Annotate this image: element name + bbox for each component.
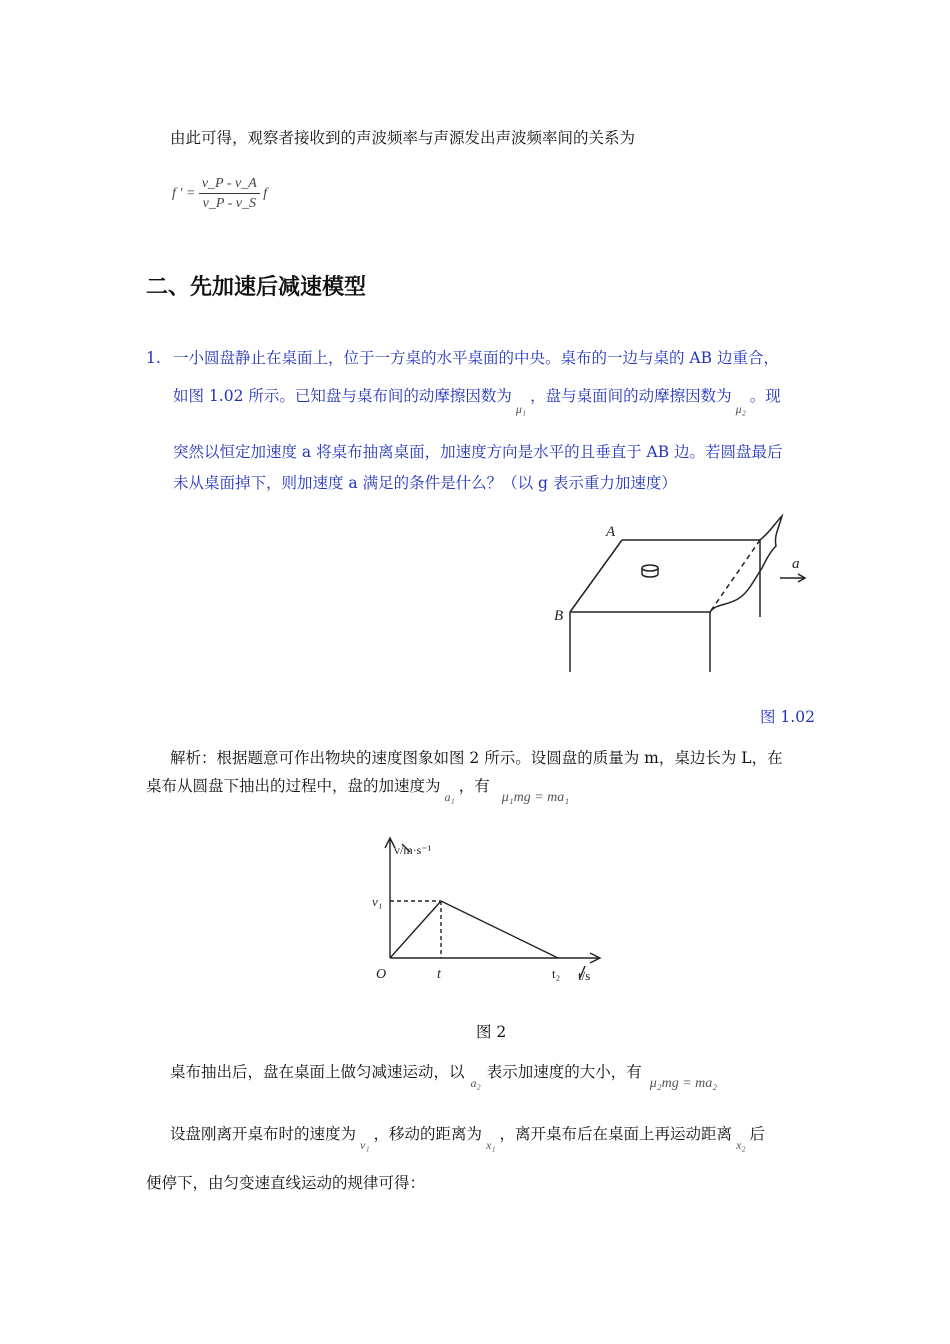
t2-label: t₂ — [552, 966, 561, 981]
label-A: A — [606, 524, 616, 540]
problem-line1: 一小圆盘静止在桌面上，位于一方桌的水平桌面的中央。桌布的一边与桌的 AB 边重合， — [173, 349, 779, 367]
x-axis-label: t/s — [578, 968, 591, 983]
after-line2b: ，移动的距离为 — [373, 1125, 483, 1143]
formula-lhs: f ' = — [172, 186, 196, 201]
after-line2d: 后 — [749, 1125, 766, 1143]
figure2-caption: 图 2 — [476, 1023, 507, 1041]
a1-symbol: a₁ — [444, 790, 455, 804]
problem-line4: 未从桌面掉下，则加速度 a 满足的条件是什么？（以 g 表示重力加速度） — [173, 474, 677, 492]
x2-symbol: x₂ — [736, 1138, 746, 1152]
problem-line2a: 如图 1.02 所示。已知盘与桌布间的动摩擦因数为 — [173, 387, 512, 405]
a2-symbol: a₂ — [470, 1076, 481, 1090]
x1-symbol: x₁ — [486, 1138, 496, 1152]
cloth-drape — [710, 516, 782, 612]
analysis-line2 — [146, 776, 570, 805]
table-edge-AB — [570, 540, 622, 612]
after-line1 — [170, 1062, 718, 1091]
figure1-caption: 图 1.02 — [760, 708, 815, 726]
decel-segment — [441, 901, 558, 958]
table-figure — [548, 512, 818, 677]
after-line2c: ，离开桌布后在桌面上再运动距离 — [499, 1125, 733, 1143]
formula-denominator: v_P - v_S — [202, 196, 257, 211]
doppler-sentence: 由此可得，观察者接收到的声波频率与声源发出声波频率间的关系为 — [170, 129, 636, 147]
vt-graph — [368, 830, 618, 990]
label-a: a — [792, 556, 800, 572]
formula-numerator: v_P - v_A — [199, 176, 260, 194]
v1-symbol: v₁ — [360, 1138, 370, 1152]
label-B: B — [554, 608, 564, 624]
formula-fraction — [199, 176, 260, 212]
after-line2a: 设盘刚离开桌布时的速度为 — [170, 1125, 357, 1143]
v1-label: v₁ — [372, 894, 383, 909]
problem-number: 1. — [146, 349, 161, 367]
formula-rhs: f — [263, 186, 268, 201]
accel-segment — [390, 901, 441, 958]
analysis-line1: 解析：根据题意可作出物块的速度图象如图 2 所示。设圆盘的质量为 m，桌边长为 L，在 — [170, 749, 783, 767]
after-line1b: 表示加速度的大小，有 — [486, 1063, 642, 1081]
equation-2: μ₂mg = ma₂ — [649, 1076, 718, 1091]
analysis-line2a: 桌布从圆盘下抽出的过程中，盘的加速度为 — [146, 777, 441, 795]
problem-line2b: ，盘与桌面间的动摩擦因数为 — [530, 387, 732, 405]
after-line2 — [170, 1124, 766, 1152]
doppler-formula — [172, 176, 267, 212]
equation-1: μ₁mg = ma₁ — [501, 790, 570, 805]
after-line1a: 桌布抽出后，盘在桌面上做匀减速运动，以 — [170, 1063, 465, 1081]
mu2-symbol: μ₂ — [735, 402, 746, 416]
t-label: t — [437, 967, 441, 982]
mu1-symbol: μ₁ — [515, 402, 527, 416]
section-title: 二、先加速后减速模型 — [146, 275, 367, 300]
analysis-line2b: ，有 — [458, 777, 490, 795]
after-line3: 便停下，由匀变速直线运动的规律可得： — [146, 1174, 426, 1192]
problem-line3: 突然以恒定加速度 a 将桌布抽离桌面，加速度方向是水平的且垂直于 AB 边。若圆盘最后 — [173, 443, 783, 461]
problem-line2c: 。现 — [749, 387, 781, 405]
origin-label: O — [376, 967, 387, 982]
y-axis-label: v/m·s⁻¹ — [394, 843, 432, 857]
